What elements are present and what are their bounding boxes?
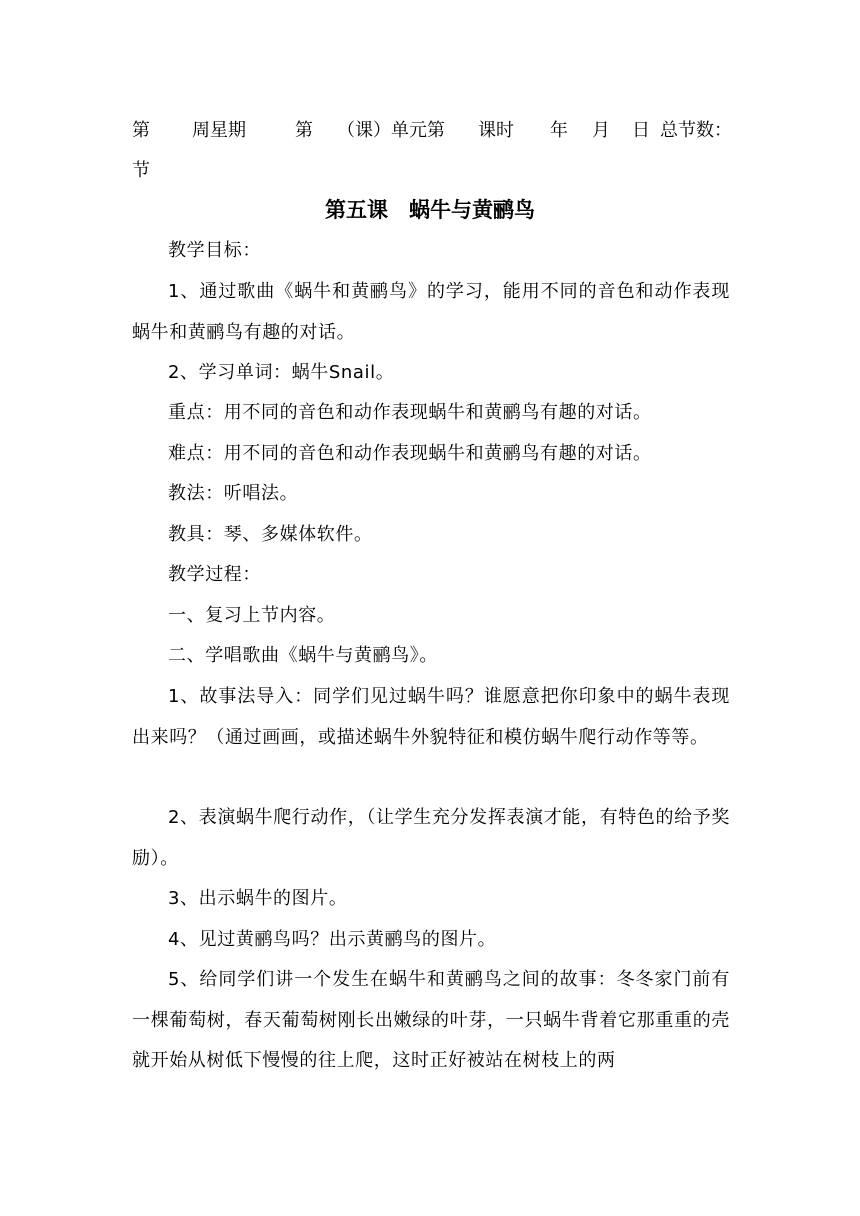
header-field-total: 总节数：: [660, 120, 732, 141]
paragraph-tools: 教具：琴、多媒体软件。: [168, 524, 373, 545]
header-field-month: 月: [592, 120, 610, 141]
page-title: 第五课 蜗牛与黄鹂鸟: [325, 198, 535, 222]
paragraph-key-point: 重点：用不同的音色和动作表现蜗牛和黄鹂鸟有趣的对话。: [168, 402, 652, 423]
header-continuation: 节: [132, 160, 150, 181]
paragraph-step-review: 一、复习上节内容。: [168, 605, 336, 626]
paragraph-substep-5: 5、给同学们讲一个发生在蜗牛和黄鹂鸟之间的故事：冬冬家门前有一棵葡萄树，春天葡萄树刚长出嫩绿的叶芽，一只蜗牛背着它那重重的壳就开始从树低下慢慢的往上爬，这时正好被站在树枝上的两: [132, 969, 730, 1071]
paragraph-difficulty: 难点：用不同的音色和动作表现蜗牛和黄鹂鸟有趣的对话。: [168, 443, 652, 464]
paragraph-step-learn-song: 二、学唱歌曲《蜗牛与黄鹂鸟》。: [168, 645, 438, 666]
header-field-unit: （课）单元第: [337, 120, 445, 141]
paragraph-objective-2: 2、学习单词：蜗牛Snail。: [168, 362, 395, 383]
header-field-weekday: 周星期: [192, 120, 246, 141]
header-field-year: 年: [550, 120, 568, 141]
paragraph-substep-1: 1、故事法导入：同学们见过蜗牛吗？谁愿意把你印象中的蜗牛表现出来吗？（通过画画，或描述蜗牛外貌特征和模仿蜗牛爬行动作等等。: [132, 686, 730, 748]
header-field-period: 课时: [478, 120, 514, 141]
paragraph-process-heading: 教学过程：: [168, 564, 261, 585]
paragraph-substep-4: 4、见过黄鹂鸟吗？出示黄鹂鸟的图片。: [168, 929, 497, 950]
paragraph-objectives-heading: 教学目标：: [168, 240, 261, 261]
paragraph-objective-1: 1、通过歌曲《蜗牛和黄鹂鸟》的学习，能用不同的音色和动作表现蜗牛和黄鹂鸟有趣的对话。: [132, 281, 730, 343]
header-field-week: 第: [132, 120, 150, 141]
paragraph-method: 教法：听唱法。: [168, 483, 299, 504]
paragraph-substep-2: 2、表演蜗牛爬行动作，（让学生充分发挥表演才能，有特色的给予奖励）。: [132, 807, 730, 869]
header-field-day: 日: [632, 120, 650, 141]
lesson-header: [132, 119, 742, 143]
header-field-lesson: 第: [295, 120, 313, 141]
paragraph-substep-3: 3、出示蜗牛的图片。: [168, 888, 348, 909]
